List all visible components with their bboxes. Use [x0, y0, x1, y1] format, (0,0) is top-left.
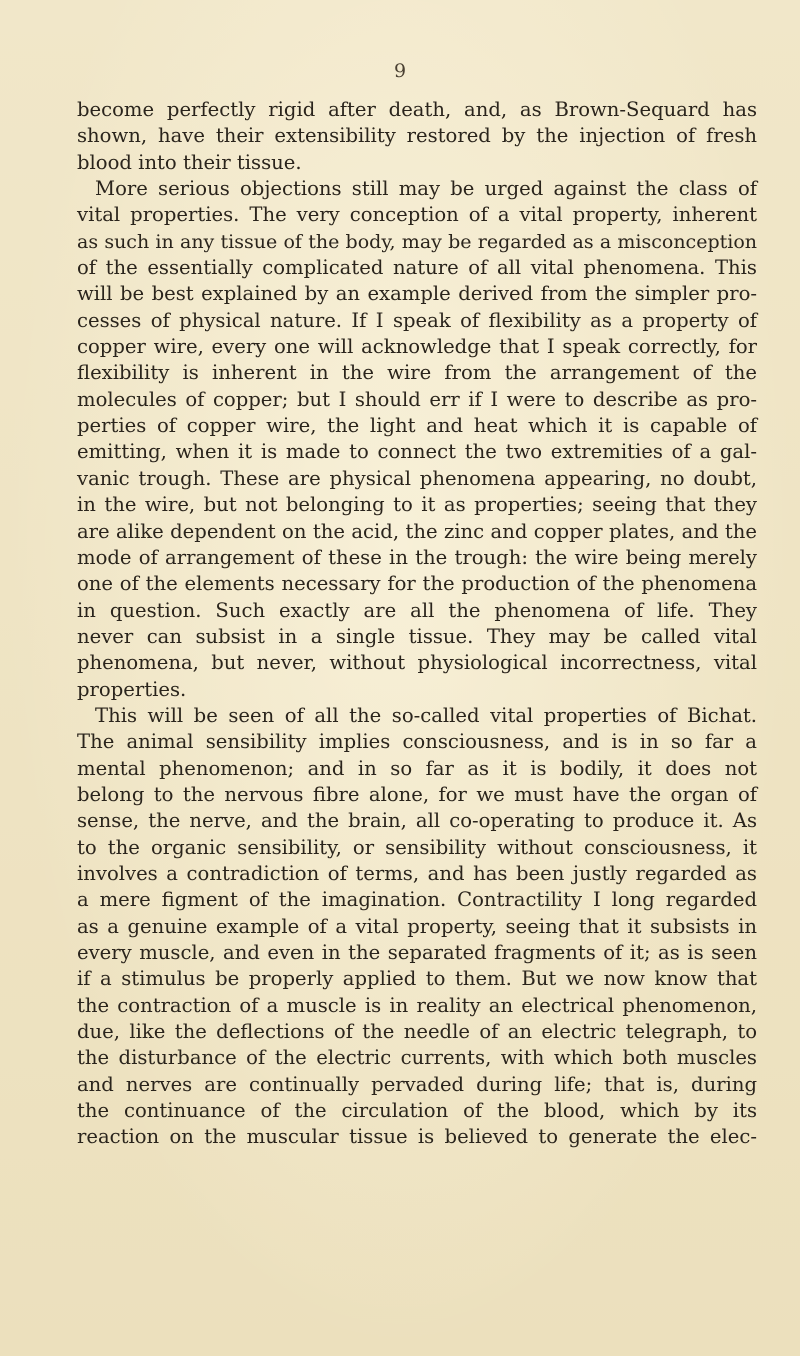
- page-number: 9: [393, 60, 407, 82]
- text-line: The animal sensibility implies consciousness, and is in so far a: [77, 730, 757, 754]
- text-line: vital properties. The very conception of a vital property, inherent: [77, 203, 757, 227]
- text-line: reaction on the muscular tissue is believed to generate the elec-: [77, 1125, 757, 1149]
- text-line: as such in any tissue of the body, may be regarded as a misconception: [77, 230, 757, 253]
- text-line: of the essentially complicated nature of all vital phenomena. This: [77, 256, 757, 280]
- text-line: properties.: [77, 677, 187, 701]
- text-line: belong to the nervous fibre alone, for we must have the organ of: [77, 782, 757, 806]
- text-line: and nerves are continually pervaded during life; that is, during: [77, 1072, 757, 1096]
- text-line: in the wire, but not belonging to it as properties; seeing that they: [77, 493, 757, 517]
- text-line: due, like the deflections of the needle of an electric telegraph, to: [77, 1020, 757, 1044]
- text-line: phenomena, but never, without physiological incorrectness, vital: [77, 651, 757, 675]
- text-line: the disturbance of the electric currents, with which both muscles: [77, 1046, 757, 1070]
- text-line: perties of copper wire, the light and heat which it is capable of: [77, 414, 757, 438]
- text-line: emitting, when it is made to connect the two extremities of a gal-: [77, 440, 757, 464]
- text-line: flexibility is inherent in the wire from the arrangement of the: [77, 361, 757, 385]
- text-line: mode of arrangement of these in the trough: the wire being merely: [77, 545, 757, 569]
- text-line: will be best explained by an example derived from the simpler pro-: [77, 282, 757, 306]
- text-line: if a stimulus be properly applied to them. But we now know that: [77, 967, 757, 991]
- text-line: are alike dependent on the acid, the zinc and copper plates, and the: [77, 519, 757, 543]
- text-line: one of the elements necessary for the production of the phenomena: [77, 572, 757, 596]
- text-line: blood into their tissue.: [77, 150, 302, 174]
- text-line: This will be seen of all the so-called vital properties of Bichat.: [95, 703, 757, 727]
- text-line: every muscle, and even in the separated fragments of it; as is seen: [77, 941, 757, 964]
- text-line: molecules of copper; but I should err if I were to describe as pro-: [77, 387, 757, 411]
- text-line: copper wire, every one will acknowledge that I speak correctly, for: [77, 335, 757, 359]
- text-line: as a genuine example of a vital property, seeing that it subsists in: [77, 914, 757, 938]
- text-line: sense, the nerve, and the brain, all co-operating to produce it. As: [77, 809, 757, 833]
- text-line: in question. Such exactly are all the phenomena of life. They: [77, 598, 757, 622]
- text-line: a mere figment of the imagination. Contractility I long regarded: [77, 888, 757, 912]
- text-line: shown, have their extensibility restored by the injection of fresh: [77, 124, 757, 148]
- text-line: become perfectly rigid after death, and, as Brown-Sequard has: [77, 98, 757, 121]
- text-line: the contraction of a muscle is in reality an electrical phenomenon,: [77, 993, 757, 1017]
- text-line: never can subsist in a single tissue. They may be called vital: [77, 624, 757, 648]
- text-line: mental phenomenon; and in so far as it is bodily, it does not: [77, 756, 757, 780]
- text-line: vanic trough. These are physical phenomena appearing, no doubt,: [77, 466, 757, 490]
- text-line: More serious objections still may be urged against the class of: [95, 177, 757, 201]
- body-text: [77, 97, 757, 1151]
- text-line: involves a contradiction of terms, and has been justly regarded as: [77, 861, 757, 885]
- text-line: cesses of physical nature. If I speak of flexibility as a property of: [77, 308, 757, 332]
- text-line: to the organic sensibility, or sensibility without consciousness, it: [77, 835, 757, 859]
- text-line: the continuance of the circulation of the blood, which by its: [77, 1099, 757, 1123]
